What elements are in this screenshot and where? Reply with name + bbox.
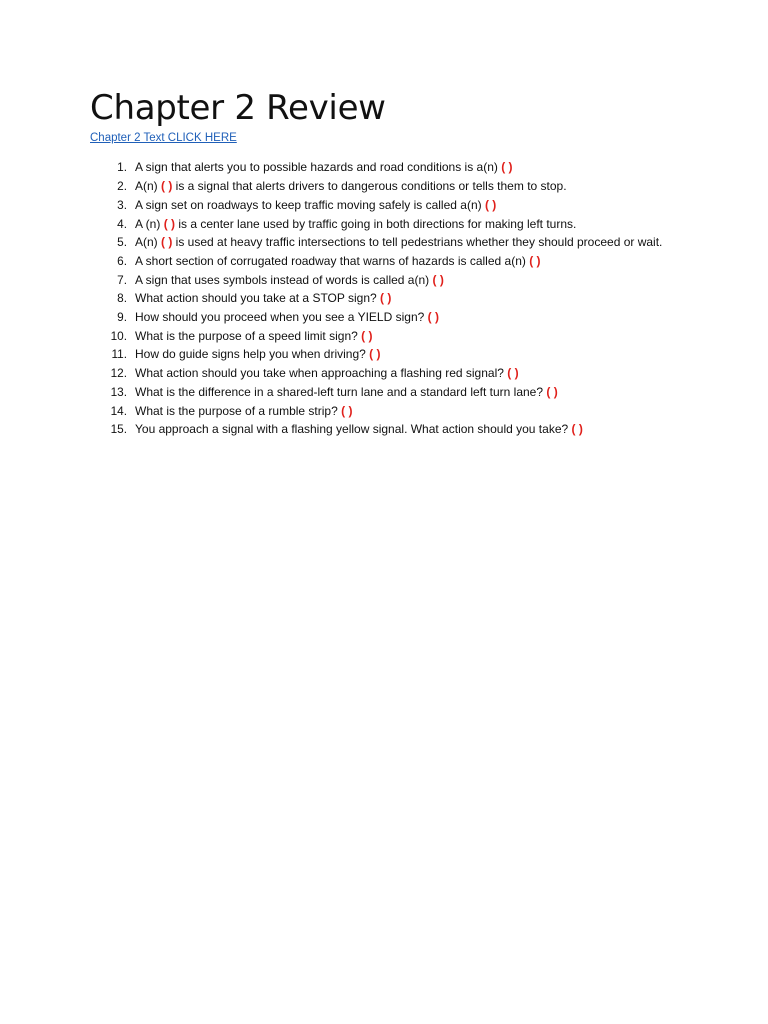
question-number: 6.: [117, 253, 127, 268]
question-item: [90, 233, 690, 252]
question-text: [135, 196, 690, 215]
question-list: [90, 158, 690, 439]
question-text-before: A(n): [135, 235, 162, 250]
answer-blank[interactable]: ( ): [507, 366, 519, 381]
question-text: [135, 177, 690, 196]
answer-blank[interactable]: ( ): [341, 403, 353, 418]
question-text: [135, 402, 690, 421]
question-number: 2.: [117, 179, 127, 194]
answer-blank[interactable]: ( ): [369, 347, 381, 362]
question-item: [90, 271, 690, 290]
question-item: [90, 402, 690, 421]
question-text-before: What action should you take at a STOP sign?: [135, 291, 381, 306]
question-item: [90, 308, 690, 327]
answer-blank[interactable]: ( ): [161, 179, 173, 194]
question-text: [135, 345, 690, 364]
question-number: 12.: [110, 366, 127, 381]
question-text-before: How do guide signs help you when driving?: [135, 347, 370, 362]
question-text-before: What is the purpose of a speed limit sign?: [135, 328, 362, 343]
document-page: [90, 90, 690, 439]
question-text-before: A sign that alerts you to possible hazards and road conditions is a(n): [135, 160, 502, 175]
question-text-before: What is the difference in a shared-left turn lane and a standard left turn lane?: [135, 384, 547, 399]
question-text: [135, 158, 690, 177]
page-title: Chapter 2 Review: [90, 88, 386, 128]
question-item: [90, 364, 690, 383]
question-text: [135, 364, 690, 383]
question-text: [135, 308, 690, 327]
question-text: [135, 233, 690, 252]
question-text-after: is used at heavy traffic intersections to tell pedestrians whether they should proceed or wait.: [172, 235, 663, 250]
question-text-before: How should you proceed when you see a YIELD sign?: [135, 310, 428, 325]
question-item: [90, 215, 690, 234]
answer-blank[interactable]: ( ): [501, 160, 513, 175]
answer-blank[interactable]: ( ): [161, 235, 173, 250]
question-number: 15.: [110, 422, 127, 437]
question-number: 1.: [117, 160, 127, 175]
question-text-before: A (n): [135, 216, 164, 231]
question-text-before: A short section of corrugated roadway that warns of hazards is called a(n): [135, 253, 530, 268]
answer-blank[interactable]: ( ): [571, 422, 583, 437]
chapter-text-link[interactable]: Chapter 2 Text CLICK HERE: [90, 132, 237, 145]
answer-blank[interactable]: ( ): [546, 384, 558, 399]
question-number: 10.: [110, 328, 127, 343]
answer-blank[interactable]: ( ): [163, 216, 176, 231]
question-item: [90, 177, 690, 196]
question-number: 8.: [117, 291, 127, 306]
question-number: 9.: [117, 310, 127, 325]
question-number: 5.: [117, 235, 127, 250]
question-item: [90, 327, 690, 346]
question-number: 11.: [111, 347, 127, 362]
question-text-before: A sign set on roadways to keep traffic moving safely is called a(n): [135, 197, 485, 212]
question-text-before: A sign that uses symbols instead of words is called a(n): [135, 272, 433, 287]
question-number: 4.: [117, 216, 127, 231]
question-text: [135, 383, 690, 402]
question-item: [90, 196, 690, 215]
question-number: 7.: [117, 272, 127, 287]
question-text-after: is a signal that alerts drivers to dangerous conditions or tells them to stop.: [172, 179, 567, 194]
question-text-before: You approach a signal with a flashing yellow signal. What action should you take?: [135, 422, 572, 437]
question-number: 13.: [110, 384, 127, 399]
question-text: [135, 215, 690, 234]
question-text: [135, 327, 690, 346]
question-text: [135, 271, 690, 290]
question-text-before: What action should you take when approaching a flashing red signal?: [135, 366, 508, 381]
question-item: [90, 345, 690, 364]
question-item: [90, 289, 690, 308]
answer-blank[interactable]: ( ): [484, 197, 497, 212]
question-item: [90, 158, 690, 177]
question-number: 14.: [110, 403, 127, 418]
question-item: [90, 420, 690, 439]
question-text: [135, 289, 690, 308]
answer-blank[interactable]: ( ): [361, 328, 373, 343]
question-number: 3.: [117, 197, 127, 212]
answer-blank[interactable]: ( ): [432, 272, 444, 287]
answer-blank[interactable]: ( ): [529, 253, 541, 268]
question-item: [90, 383, 690, 402]
answer-blank[interactable]: ( ): [380, 291, 392, 306]
question-text-before: A(n): [135, 179, 162, 194]
answer-blank[interactable]: ( ): [427, 310, 439, 325]
question-text-after: is a center lane used by traffic going in both directions for making left turns.: [175, 216, 577, 231]
question-item: [90, 252, 690, 271]
question-text-before: What is the purpose of a rumble strip?: [135, 403, 342, 418]
question-text: [135, 252, 690, 271]
question-text: [135, 420, 690, 439]
